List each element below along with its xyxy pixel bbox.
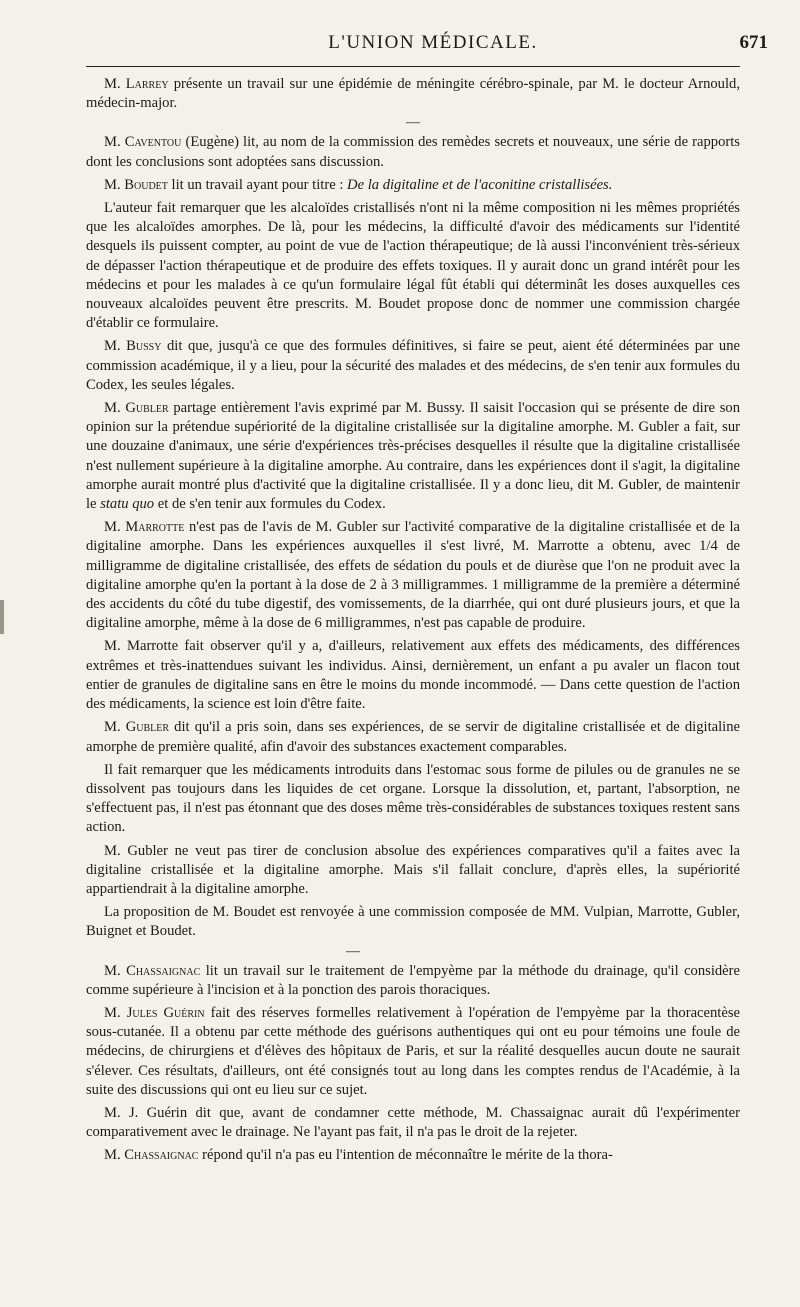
italic-phrase: statu quo bbox=[100, 496, 155, 513]
paragraph: M. J. Guérin dit que, avant de condamner cette méthode, M. Chassaignac aurait dû l'expérimenter comparativement avec le drainage. Ne l'ayant pas fait, il n'a pas le droit de la rejeter. bbox=[86, 1104, 740, 1141]
paragraph: M. Gubler dit qu'il a pris soin, dans ses expériences, de se servir de digitaline cristallisée et de digitaline amorphe de première qualité, afin d'avoir des substances exactement comparables. bbox=[86, 719, 741, 755]
journal-title: L'UNION MÉDICALE. bbox=[328, 32, 538, 53]
speaker-name: M. Jules Guérin bbox=[104, 1004, 205, 1021]
paragraph: M. Gubler ne veut pas tirer de conclusion absolue des expériences comparatives qu'il a faites avec la digitaline cristallisée et la digitaline amorphe. Mais s'il fallait conclure, d'après elles, la supériorité appartiendrait à la digitaline amorphe. bbox=[86, 842, 740, 897]
speaker-name: M. Gubler bbox=[104, 400, 169, 417]
paragraph: M. Gubler partage entièrement l'avis exprimé par M. Bussy. Il saisit l'occasion qui se présente de dire son opinion sur la prétendue supériorité de la digitaline cristallisée sur la digitaline amorphe. M. Gubler a fait, sur une douzaine d'animaux, une série d'expériences très-précises desquelles il résulte que la digitaline cristallisée n'est nullement supérieure à la digitaline amorphe. Au contraire, dans les expériences dont il s'agit, la digitaline amorphe aurait montré plus d'activité que la digitaline cristallisée. Il y a donc lieu, dit M. Gubler, de maintenir le statu quo et de s'en tenir aux formules du Codex. bbox=[86, 400, 740, 513]
paragraph: M. Chassaignac répond qu'il n'a pas eu l'intention de méconnaître le mérite de la thora- bbox=[104, 1147, 613, 1164]
speaker-name: M. Larrey bbox=[104, 76, 169, 92]
paragraph: M. Jules Guérin fait des réserves formelles relativement à l'opération de l'empyème par la thoracentèse sous-cutanée. Il a obtenu par cette méthode des guérisons authentiques qui ont eu pour témoins une foule de médecins, de chirurgiens et d'élèves des hôpitaux de Paris, et sur la réalité desquelles aucun doute ne saurait s'élever. Ces résultats, d'ailleurs, ont été consignés tout au long dans les comptes rendus de l'Académie, à la suite des discussions qui ont eu lieu sur ce sujet. bbox=[86, 1004, 740, 1098]
separator: — bbox=[406, 115, 420, 131]
paragraph: M. Caventou (Eugène) lit, au nom de la commission des remèdes secrets et nouveaux, une série de rapports dont les conclusions sont adoptées sans discussion. bbox=[86, 134, 740, 170]
paragraph: Il fait remarquer que les médicaments introduits dans l'estomac sous forme de pilules ou de granules ne se dissolvent pas toujours dans les liquides de cet organe. Lorsque la dissolution, et, partant, l'absorption, ne s'effectuent pas, il n'est pas étonnant que des doses même très-considérables de substances toxiques restent sans action. bbox=[86, 761, 740, 836]
paragraph: L'auteur fait remarquer que les alcaloïdes cristallisés n'ont ni la même composition ni les mêmes propriétés que les alcaloïdes amorphes. De là, pour les médecins, la difficulté d'avoir des médicaments sur l'identité desquels ils puissent compter, au point de vue de l'action thérapeutique; de là aussi l'inconvénient très-sérieux de dépasser l'action thérapeutique et de produire des effets toxiques. Il y aurait donc un grand intérêt pour les médecins et pour les malades à ce qu'un formulaire légal fût établi qui déterminât les doses auxquelles ces nouveaux alcaloïdes peuvent être prescrits. M. Boudet propose donc de nommer une commission chargée d'établir ce formulaire. bbox=[86, 200, 740, 332]
article-body bbox=[86, 75, 740, 1166]
paragraph: M. Chassaignac lit un travail sur le traitement de l'empyème par la méthode du drainage, qu'il considère comme supérieure à l'incision et à la ponction des parois thoraciques. bbox=[86, 962, 741, 998]
speaker-name: M. Chassaignac bbox=[104, 1147, 199, 1164]
speaker-name: M. Boudet bbox=[104, 176, 168, 193]
speaker-name: M. Gubler bbox=[104, 719, 170, 736]
scan-edge-mark bbox=[0, 600, 4, 634]
page-number: 671 bbox=[739, 32, 768, 53]
paper-title: De la digitaline et de l'aconitine cristallisées. bbox=[347, 176, 613, 193]
paragraph: M. Marrotte n'est pas de l'avis de M. Gubler sur l'activité comparative de la digitaline cristallisée et de la digitaline amorphe. Dans les expériences auxquelles il s'est livré, M. Marrotte a obtenu, avec 1/4 de milligramme de digitaline cristallisée, des effets de sédation du pouls et de diurèse que l'on ne produit avec la digitaline amorphe qu'en la portant à la dose de 2 à 3 milligrammes. 1 milligramme de la première a déterminé des accidents du côté du tube digestif, des vomissements, de la diarrhée, qui ont duré plusieurs jours, et que la digitaline amorphe, même à la dose de 6 milligrammes, n'est pas capable de produire. bbox=[86, 519, 740, 632]
speaker-name: M. Bussy bbox=[104, 338, 162, 355]
paragraph: M. Bussy dit que, jusqu'à ce que des formules définitives, si faire se peut, aient été déterminées par une commission académique, il y a lieu, pour la sécurité des malades et des médecins, de s'en tenir aux formules du Codex, les seules légales. bbox=[86, 338, 740, 393]
speaker-name: M. Marrotte bbox=[104, 519, 185, 536]
paragraph: M. Marrotte fait observer qu'il y a, d'ailleurs, relativement aux effets des médicaments, des différences extrêmes et très-inattendues suivant les individus. Ainsi, dernièrement, un enfant a pu avaler un flacon tout entier de granules de digitaline sans en être le moins du monde incommodé. — Dans cette question de l'action des médicaments, la science est loin d'être faite. bbox=[86, 638, 740, 713]
speaker-name: M. Chassaignac bbox=[104, 962, 201, 979]
separator: — bbox=[346, 943, 360, 959]
paragraph: M. Larrey présente un travail sur une épidémie de méningite cérébro-spinale, par M. le docteur Arnould, médecin-major. bbox=[86, 76, 740, 112]
running-head bbox=[86, 28, 768, 67]
paragraph: M. Boudet lit un travail ayant pour titre : De la digitaline et de l'aconitine cristallisées. bbox=[104, 176, 613, 193]
speaker-name: M. Caventou bbox=[104, 134, 182, 151]
paragraph: La proposition de M. Boudet est renvoyée à une commission composée de MM. Vulpian, Marrotte, Gubler, Buignet et Boudet. bbox=[86, 904, 740, 940]
